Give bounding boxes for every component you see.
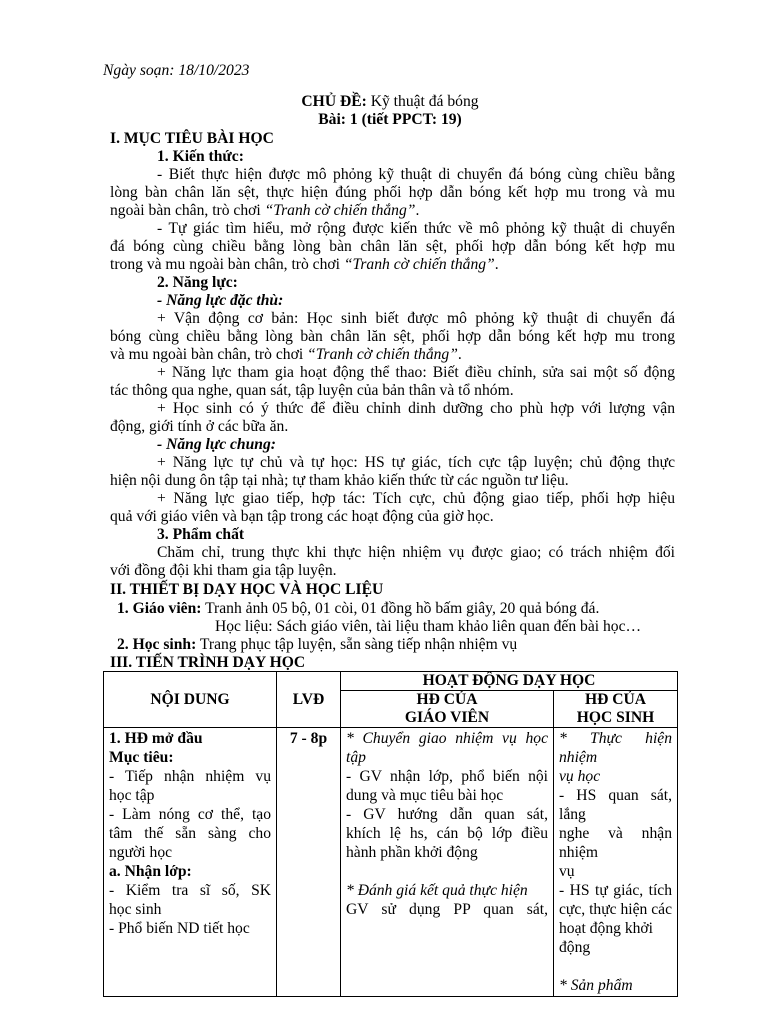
competence-line-7: động, giới tính ở các bữa ăn. bbox=[110, 418, 289, 435]
competence-line-3: và mu ngoài bàn chân, trò chơi “Tranh cờ chiến thắng”. bbox=[110, 346, 462, 363]
lesson-plan-table bbox=[103, 671, 678, 997]
header-lvd: LVĐ bbox=[277, 672, 341, 728]
header-teacher: HĐ CỦA GIÁO VIÊN bbox=[341, 691, 554, 728]
table-row bbox=[104, 728, 678, 997]
section-3-title: III. TIẾN TRÌNH DẠY HỌC bbox=[110, 654, 306, 671]
knowledge-line-2: lòng bàn chân lăn sệt, thực hiện đúng phối hợp dẫn bóng kết hợp mu trong và mu bbox=[110, 184, 675, 201]
general-competence-title: - Năng lực chung: bbox=[157, 436, 276, 453]
general-line-4: quả với giáo viên và bạn tập trong các hoạt động của giờ học. bbox=[110, 508, 494, 525]
header-activities: HOẠT ĐỘNG DẠY HỌC bbox=[341, 672, 678, 691]
competence-line-4: + Năng lực tham gia hoạt động thể thao: Biết điều chỉnh, sửa sai một số động bbox=[157, 364, 675, 381]
row-lvd-cell: 7 - 8p bbox=[277, 728, 341, 997]
general-line-2: hiện nội dung ôn tập tại nhà; tự tham khảo kiến thức từ các nguồn tư liệu. bbox=[110, 472, 569, 489]
student-equipment: 2. Học sinh: Trang phục tập luyện, sẵn sàng tiếp nhận nhiệm vụ bbox=[117, 636, 518, 653]
knowledge-line-4: - Tự giác tìm hiểu, mở rộng được kiến thức về mô phỏng kỹ thuật di chuyển bbox=[157, 220, 675, 237]
knowledge-title: 1. Kiến thức: bbox=[157, 148, 244, 165]
competence-line-6: + Học sinh có ý thức để điều chỉnh dinh dưỡng cho phù hợp với lượng vận bbox=[157, 400, 675, 417]
lesson-heading: Bài: 1 (tiết PPCT: 19) bbox=[318, 111, 462, 128]
knowledge-line-1: - Biết thực hiện được mô phỏng kỹ thuật di chuyển đá bóng cùng chiều bằng bbox=[157, 166, 675, 183]
header-student: HĐ CỦA HỌC SINH bbox=[554, 691, 678, 728]
general-line-3: + Năng lực giao tiếp, hợp tác: Tích cực, chủ động giao tiếp, phối hợp hiệu bbox=[157, 490, 675, 507]
table-header-row-1 bbox=[104, 672, 678, 691]
section-2-title: II. THIẾT BỊ DẠY HỌC VÀ HỌC LIỆU bbox=[110, 581, 384, 598]
quality-title: 3. Phẩm chất bbox=[157, 526, 245, 543]
competence-title: 2. Năng lực: bbox=[157, 274, 238, 291]
quality-line-2: với đồng đội khi tham gia tập luyện. bbox=[110, 562, 337, 579]
competence-line-1: + Vận động cơ bản: Học sinh biết được mô phỏng kỹ thuật di chuyển đá bbox=[157, 310, 675, 327]
row-student-cell: * Thực hiện nhiệm vụ học - HS quan sát, lắng nghe và nhận nhiệm vụ - HS tự giác, tích cực, thực hiện các hoạt động khởi động * Sản phẩm bbox=[554, 728, 678, 997]
row-teacher-cell: * Chuyển giao nhiệm vụ học tập - GV nhận lớp, phổ biến nội dung và mục tiêu bài học - GV hướng dẫn quan sát, khích lệ hs, cán bộ lớp điều hành phần khởi động * Đánh giá kết quả thực hiện GV sử dụng PP quan sát, bbox=[341, 728, 554, 997]
topic-heading: CHỦ ĐỀ: Kỹ thuật đá bóng bbox=[301, 93, 479, 110]
preparation-date: Ngày soạn: 18/10/2023 bbox=[103, 62, 250, 79]
knowledge-line-3: ngoài bàn chân, trò chơi “Tranh cờ chiến thắng”. bbox=[110, 202, 420, 219]
section-1-title: I. MỤC TIÊU BÀI HỌC bbox=[110, 130, 274, 147]
general-line-1: + Năng lực tự chủ và tự học: HS tự giác, tích cực tập luyện; chủ động thực bbox=[157, 454, 675, 471]
knowledge-line-6: trong và mu ngoài bàn chân, trò chơi “Tranh cờ chiến thắng”. bbox=[110, 256, 499, 273]
teacher-equipment: 1. Giáo viên: Tranh ảnh 05 bộ, 01 còi, 01 đồng hồ bấm giây, 20 quả bóng đá. bbox=[117, 600, 600, 617]
quality-line-1: Chăm chỉ, trung thực khi thực hiện nhiệm vụ được giao; có trách nhiệm đối bbox=[157, 544, 675, 561]
competence-line-2: bóng cùng chiều bằng lòng bàn chân lăn sệt, phối hợp dẫn bóng kết hợp mu trong bbox=[110, 328, 675, 345]
specific-competence-title: - Năng lực đặc thù: bbox=[157, 292, 284, 309]
knowledge-line-5: đá bóng cùng chiều bằng lòng bàn chân lăn sệt, phối hợp dẫn bóng kết hợp mu bbox=[110, 238, 675, 255]
header-content: NỘI DUNG bbox=[104, 672, 277, 728]
competence-line-5: tác thông qua nghe, quan sát, tập luyện của bản thân và tổ nhóm. bbox=[110, 382, 514, 399]
learning-materials: Học liệu: Sách giáo viên, tài liệu tham khảo liên quan đến bài học… bbox=[215, 618, 642, 635]
row-content-cell: 1. HĐ mở đầu Mục tiêu: - Tiếp nhận nhiệm vụ học tập - Làm nóng cơ thể, tạo tâm thế sẵn sàng cho người học a. Nhận lớp: - Kiểm tra sĩ số, SK học sinh - Phổ biến ND tiết học bbox=[104, 728, 277, 997]
